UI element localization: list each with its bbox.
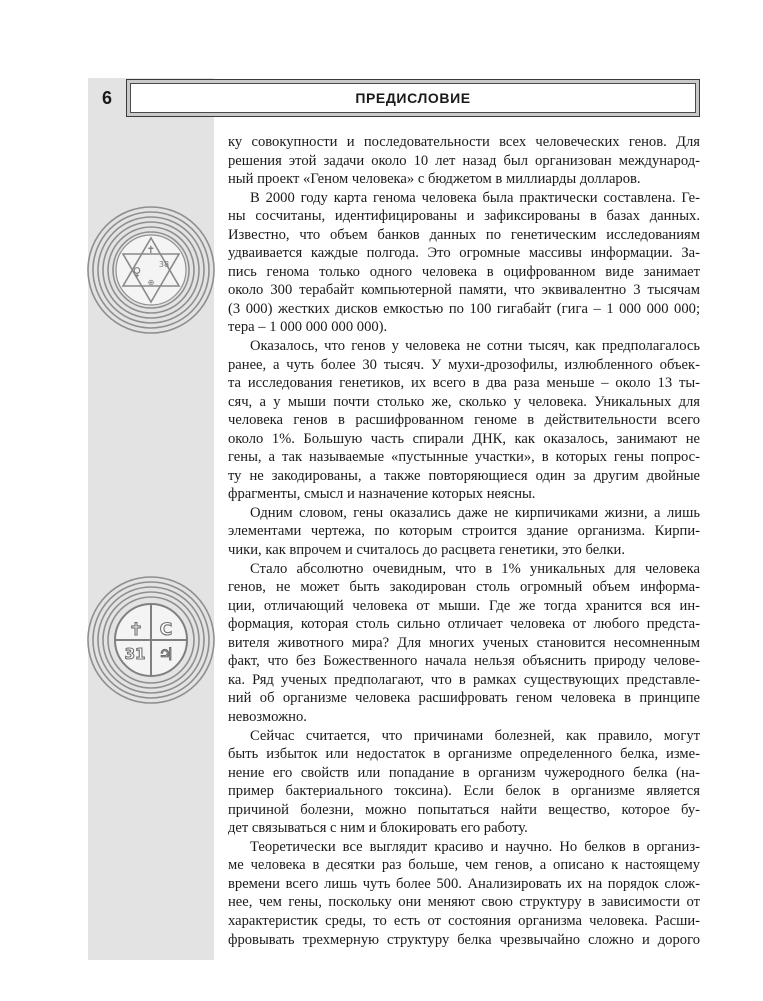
text-line: ний об организме человека расшифровать геном человека в принципе: [228, 690, 700, 707]
text-line: пример бактериального токсина). Если белок в организме является: [228, 783, 700, 800]
text-line: (3 000) жестких дисков емкостью по 100 гигабайт (гига – 1 000 000 000;: [228, 300, 700, 317]
text-line: ме человека в десятки раз больше, чем генов, а описано к настоящему: [228, 857, 700, 874]
text-line: факт, что без Божественного начала нельзя объяснить природу челове-: [228, 653, 700, 670]
text-line: генов, не может быть закодирован столь огромный объем информа-: [228, 579, 700, 596]
body-text: [228, 133, 700, 949]
text-line: характеристик среды, то есть от состояния организма человека. Расши-: [228, 912, 700, 929]
page-number: 6: [101, 88, 112, 108]
text-line: фровывать трехмерную структуру белка чрезвычайно сложно и дорого: [228, 931, 700, 948]
text-line: ка. Ряд ученых предполагают, что в рамках существующих представле-: [228, 671, 700, 688]
text-line: быть избыток или недостаток в организме определенного белка, изме-: [228, 746, 700, 763]
number-symbol: 38: [158, 260, 170, 269]
text-line: около 300 терабайт компьютерной памяти, что эквивалентно 3 тысячам: [228, 282, 700, 299]
text-line: фрагменты, смысл и назначение которых неясны.: [228, 486, 536, 503]
text-line: времени всего лишь чуть более 500. Анализировать их на порядок слож-: [228, 875, 700, 892]
text-line: гены, а так называемые «пустынные участки», в которых гены попрос-: [228, 449, 700, 466]
text-line: элементами чертежа, по которым строится здание организма. Кирпи-: [228, 523, 700, 540]
text-line: Стало абсолютно очевидным, что в 1% уникальных для человека: [250, 560, 700, 577]
text-line: причиной болезни, можно попытаться найти вещество, которое бу-: [228, 801, 700, 818]
text-line: дет связываться с ним и блокировать его работу.: [228, 820, 528, 837]
text-line: та исследования генетиков, их всего в два раза меньше – около 13 ты-: [228, 375, 700, 392]
text-line: формация, которая столь сильно отличает человека от любого предста-: [228, 616, 700, 633]
text-line: ранее, а чуть более 30 тысяч. У мухи-дрозофилы, излюбленного объек-: [228, 356, 700, 373]
letter-c-symbol: C: [159, 620, 173, 640]
number-symbol: 31: [124, 645, 146, 663]
text-line: около 1%. Большую часть спирали ДНК, как оказалось, занимают не: [228, 430, 700, 447]
running-header-frame: [130, 83, 696, 113]
chapter-title: ПРЕДИСЛОВИЕ: [355, 90, 471, 106]
text-line: ту не закодированы, а также повторяющиеся один за другим двойные: [228, 467, 700, 484]
cross-symbol: ✝: [146, 245, 156, 256]
text-line: Теоретически все выглядит красиво и научно. Но белков в организ-: [250, 838, 700, 855]
jupiter-symbol: ♃: [158, 645, 174, 665]
text-line: Одним словом, гены оказались даже не кирпичиками жизни, а лишь: [250, 504, 700, 521]
quadrant-emblem: [86, 575, 216, 705]
venus-symbol: ♀: [132, 265, 142, 279]
text-line: чики, как впрочем и считалось до расцвета генетики, это белки.: [228, 542, 626, 559]
text-line: удваивается каждые полгода. Это огромные массивы информации. За-: [228, 245, 700, 262]
cross-symbol: ✝: [128, 620, 144, 640]
text-line: невозможно.: [228, 708, 307, 725]
text-line: тера – 1 000 000 000 000).: [228, 319, 388, 336]
hexagram-emblem: [86, 205, 216, 335]
text-line: вителя животного мира? Для многих ученых становится несомненным: [228, 634, 700, 651]
text-line: пись генома только одного человека в оцифрованном виде занимает: [228, 263, 700, 280]
text-line: ны сосчитаны, идентифицированы и зафиксированы в базах данных.: [228, 208, 700, 225]
text-line: ции, отличающий человека от мыши. Где же тогда хранится вся ин-: [228, 597, 700, 614]
text-line: Известно, что объем банков данных по генетическим исследованиям: [228, 226, 700, 243]
running-header: [126, 79, 700, 117]
text-line: Сейчас считается, что причинами болезней, как правило, могут: [250, 727, 700, 744]
text-line: ный проект «Геном человека» с бюджетом в миллиарды долларов.: [228, 171, 641, 188]
text-line: Оказалось, что генов у человека не сотни тысяч, как предполагалось: [250, 338, 700, 355]
text-line: ку совокупности и последовательности всех человеческих генов. Для: [228, 134, 700, 150]
text-line: сяч, а у мыши почти столько же, сколько у человека. Уникальных для: [228, 393, 700, 410]
text-line: В 2000 году карта генома человека была практически составлена. Ге-: [250, 189, 700, 206]
text-line: человека генов в расшифрованном геноме в действительности всего: [228, 412, 700, 429]
circled-plus-symbol: ⊕: [147, 278, 155, 287]
text-line: нее, чем гены, поскольку они меняют свою структуру в зависимости от: [228, 894, 700, 911]
text-line: нение его свойств или попадание в организм чужеродного белка (на-: [228, 764, 700, 781]
text-line: решения этой задачи около 10 лет назад был организован международ-: [228, 152, 700, 169]
